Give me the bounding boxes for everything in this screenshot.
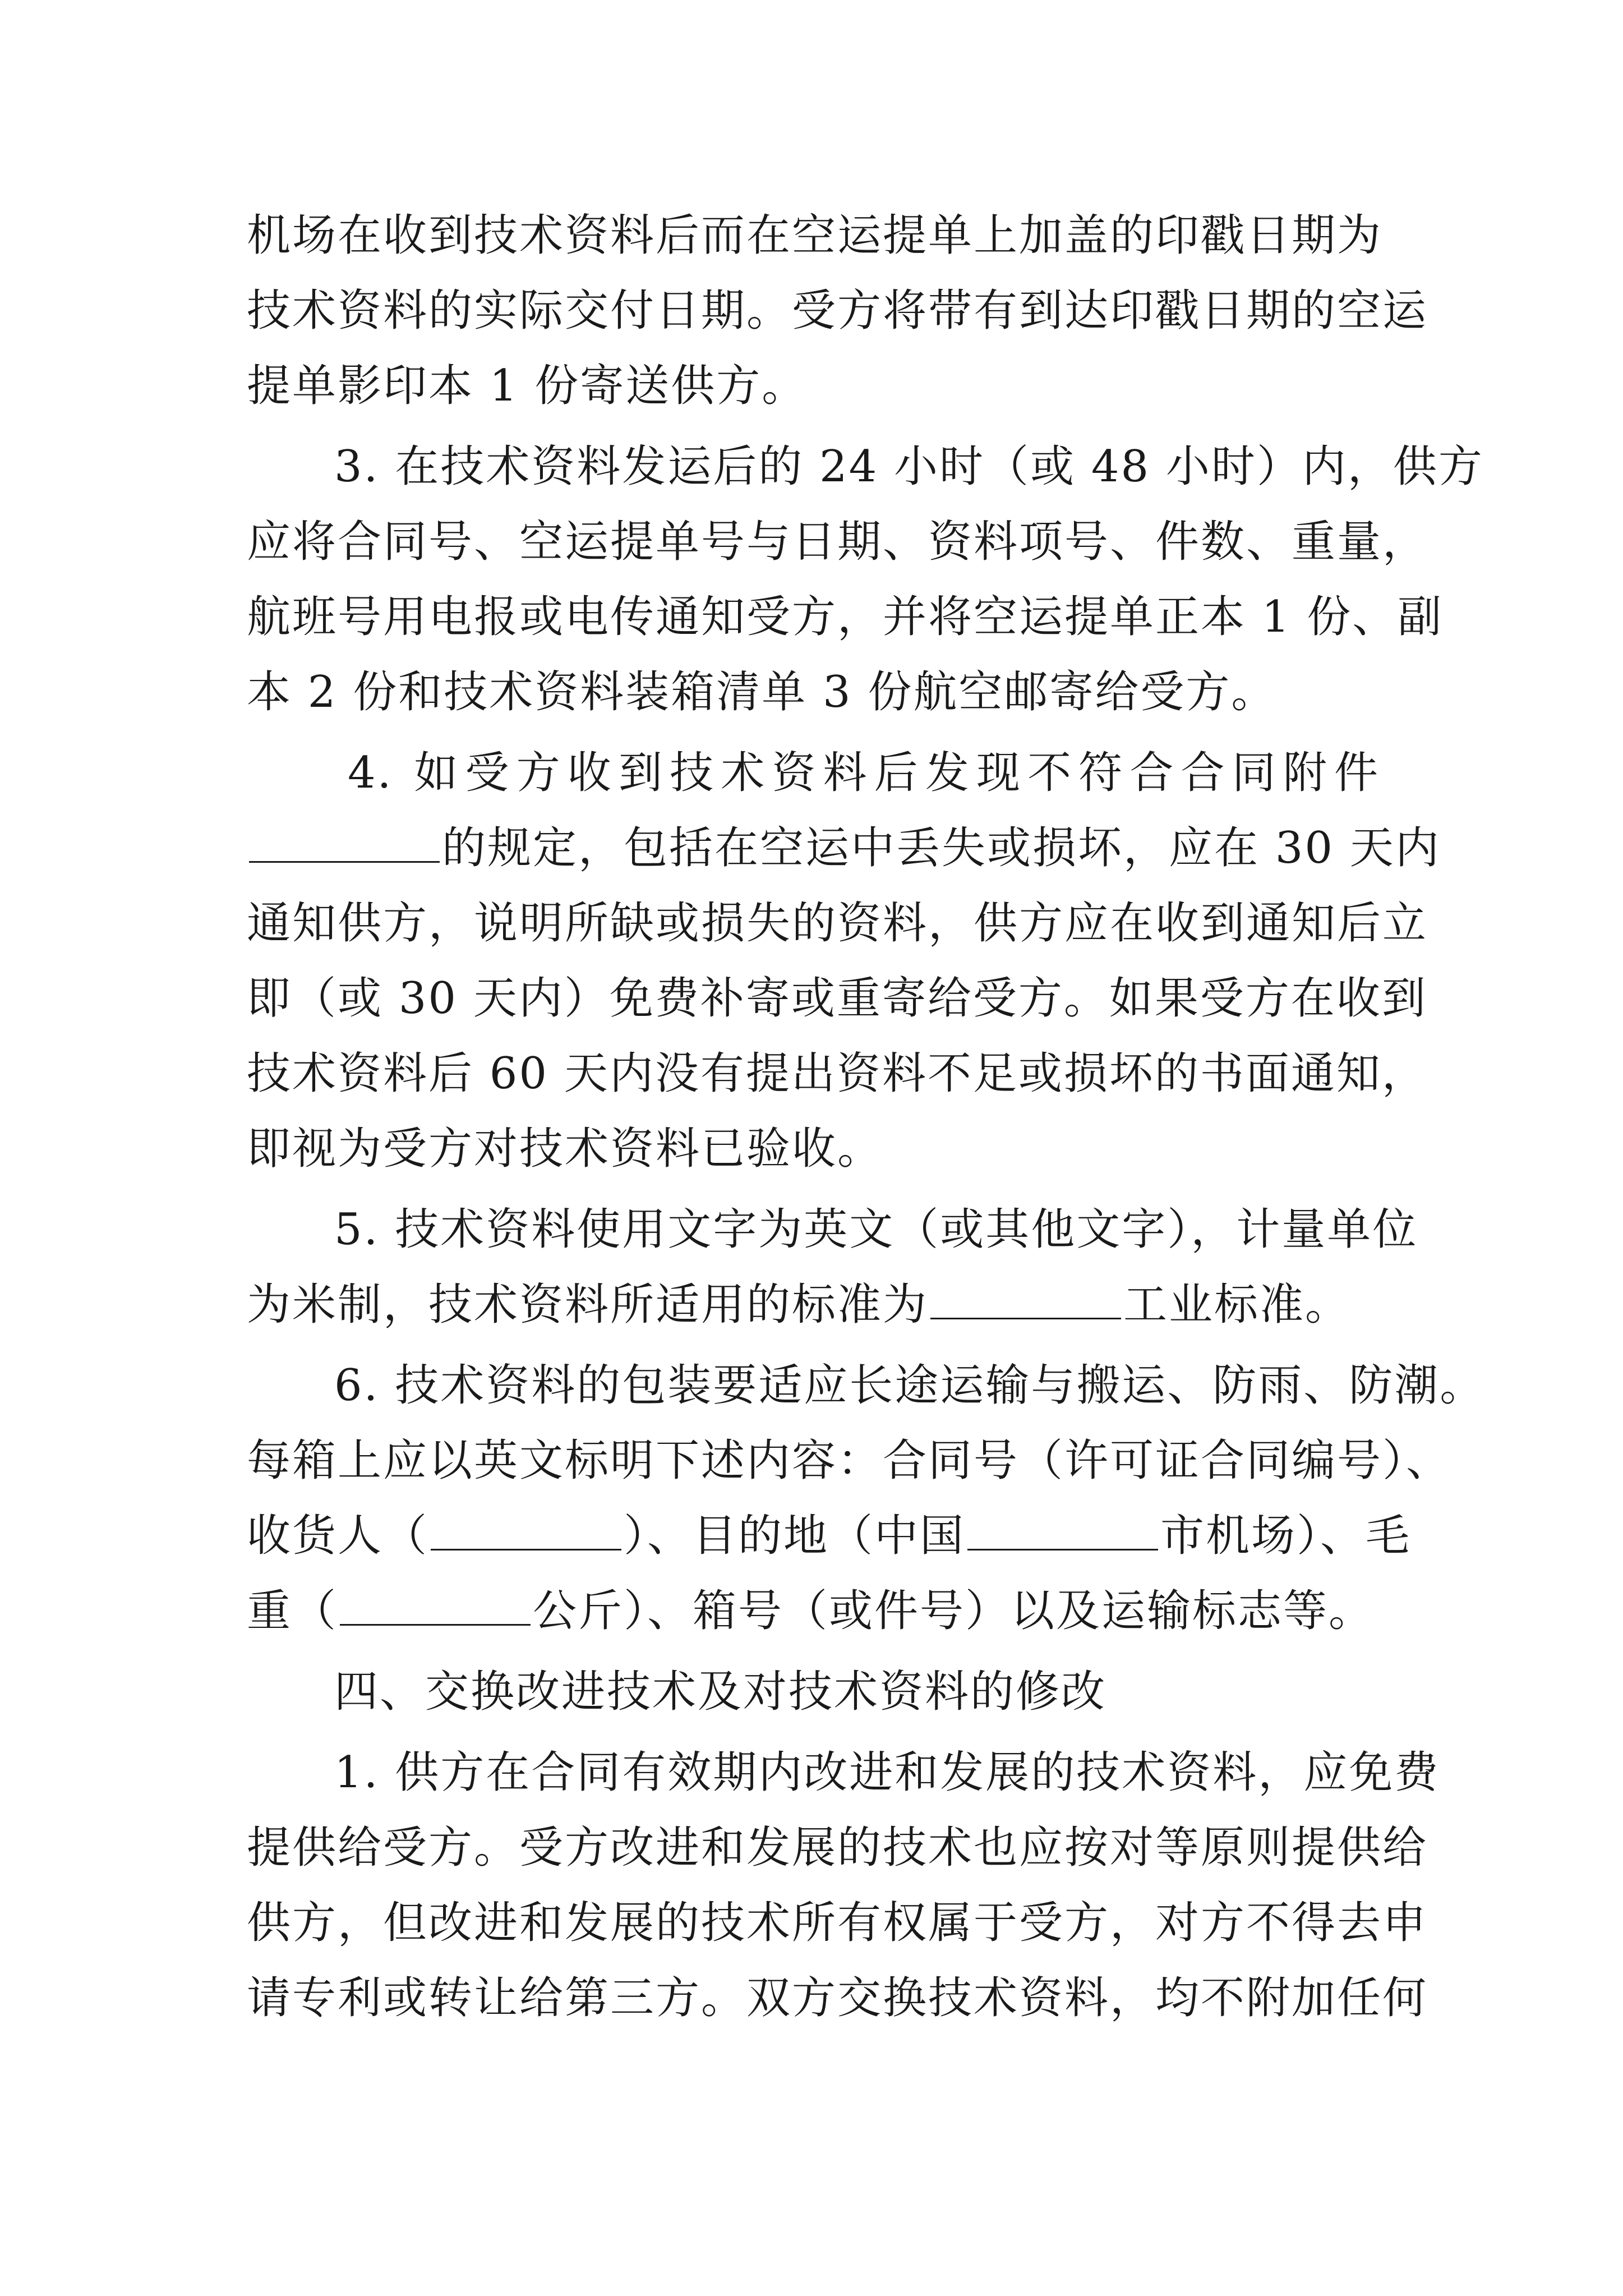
paragraph-line: 提供给受方。受方改进和发展的技术也应按对等原则提供给 <box>247 1823 1428 1873</box>
paragraph-line <box>247 1502 1412 1570</box>
paragraph-line: 1. 供方在合同有效期内改进和发展的技术资料，应免费 <box>334 1747 1440 1798</box>
paragraph-line: 本 2 份和技术资料装箱清单 3 份航空邮寄给受方。 <box>247 667 1277 717</box>
paragraph-line: 技术资料后 60 天内没有提出资料不足或损坏的书面通知， <box>247 1048 1427 1099</box>
paragraph-line: 航班号用电报或电传通知受方，并将空运提单正本 1 份、副 <box>247 592 1444 642</box>
paragraph-line: 供方，但改进和发展的技术所有权属于受方，对方不得去申 <box>247 1898 1428 1948</box>
paragraph-line: 提单影印本 1 份寄送供方。 <box>247 361 808 411</box>
fill-in-blank[interactable] <box>249 829 440 863</box>
fill-in-blank[interactable] <box>340 1591 531 1626</box>
paragraph-line: 即视为受方对技术资料已验收。 <box>247 1124 883 1174</box>
paragraph-line: 3. 在技术资料发运后的 24 小时（或 48 小时）内，供方 <box>334 441 1484 492</box>
line-text: 重（ <box>247 1586 338 1636</box>
line-text: 工业标准。 <box>1123 1280 1351 1330</box>
fill-in-blank[interactable] <box>431 1516 621 1550</box>
line-text: 的规定，包括在空运中丢失或损坏，应在 30 天内 <box>442 823 1441 873</box>
paragraph-line <box>247 1577 1374 1645</box>
paragraph-line <box>247 815 1441 882</box>
fill-in-blank[interactable] <box>930 1285 1121 1319</box>
paragraph-line: 机场在收到技术资料后而在空运提单上加盖的印戳日期为 <box>247 210 1383 261</box>
paragraph-line: 6. 技术资料的包装要适应长途运输与搬运、防雨、防潮。 <box>334 1360 1486 1411</box>
paragraph-line: 通知供方，说明所缺或损失的资料，供方应在收到通知后立 <box>247 898 1428 949</box>
paragraph-line <box>247 1271 1350 1338</box>
paragraph-line: 5. 技术资料使用文字为英文（或其他文字），计量单位 <box>334 1204 1418 1255</box>
line-text: 为米制，技术资料所适用的标准为 <box>247 1280 929 1330</box>
line-text: ）、目的地（中国 <box>624 1511 966 1561</box>
paragraph-line: 技术资料的实际交付日期。受方将带有到达印戳日期的空运 <box>247 286 1428 336</box>
line-text: 收货人（ <box>247 1511 429 1561</box>
paragraph-line: 即（或 30 天内）免费补寄或重寄给受方。如果受方在收到 <box>247 973 1427 1024</box>
line-text: 公斤）、箱号（或件号）以及运输标志等。 <box>533 1586 1375 1636</box>
paragraph-line: 每箱上应以英文标明下述内容：合同号（许可证合同编号）、 <box>247 1435 1452 1486</box>
paragraph-line: 4. 如受方收到技术资料后发现不符合合同附件 <box>348 748 1380 798</box>
paragraph-line: 请专利或转让给第三方。双方交换技术资料，均不附加任何 <box>247 1973 1428 2023</box>
section-heading: 四、交换改进技术及对技术资料的修改 <box>334 1667 1107 1717</box>
fill-in-blank[interactable] <box>967 1516 1158 1550</box>
line-text: 市机场）、毛 <box>1160 1511 1412 1561</box>
paragraph-line: 应将合同号、空运提单号与日期、资料项号、件数、重量， <box>247 517 1428 567</box>
